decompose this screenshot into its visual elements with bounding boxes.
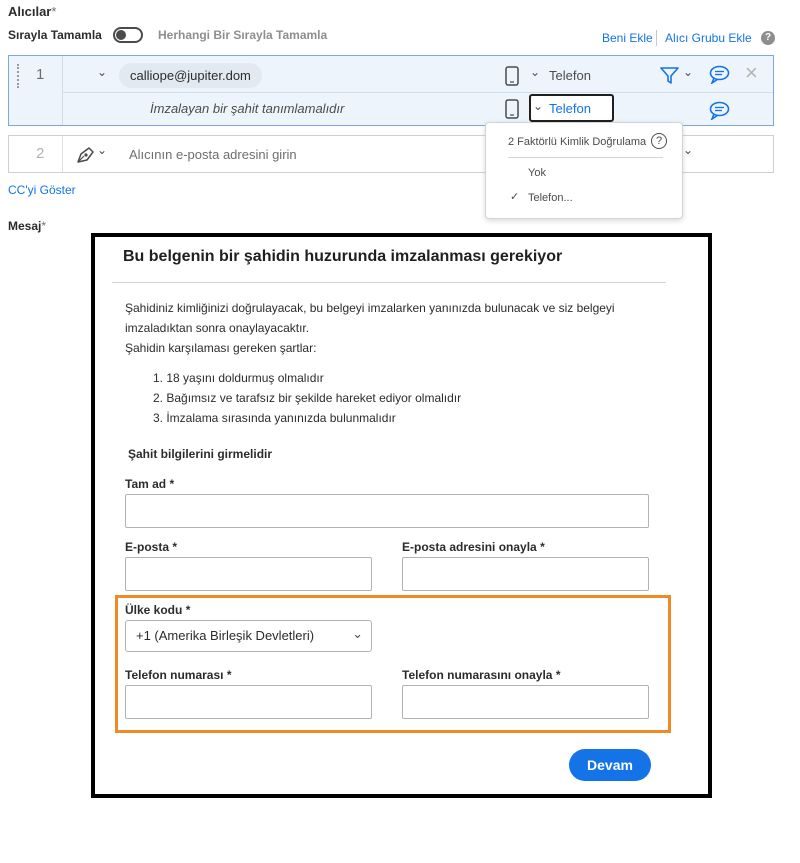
menu-divider (508, 157, 663, 158)
role-chevron-icon[interactable]: ⌄ (97, 143, 108, 157)
country-code-select[interactable] (125, 620, 372, 652)
recipient-row-1 (8, 55, 774, 126)
witness-auth-label: Telefon (549, 101, 591, 116)
recipient-email-chip[interactable]: calliope@jupiter.dom (119, 63, 262, 88)
message-icon[interactable] (709, 65, 730, 84)
full-name-label-text: Tam ad (125, 477, 167, 491)
continue-button[interactable]: Devam (569, 749, 651, 781)
list-item: 1. 18 yaşını doldurmuş olmalıdır (153, 371, 324, 385)
list-item: 2. Bağımsız ve tarafsız bir şekilde hareket ediyor olmalıdır (153, 391, 462, 405)
email-input[interactable] (125, 557, 372, 591)
show-cc-link[interactable]: CC'yi Göster (8, 183, 76, 197)
requirement-text: İmzalama sırasında yanınızda bulunmalıdır (166, 411, 396, 425)
title-divider (112, 282, 666, 283)
add-me-link[interactable]: Beni Ekle (602, 31, 653, 45)
witness-auth-chevron-icon: ⌄ (533, 99, 544, 113)
dialog-title: Bu belgenin bir şahidin huzurunda imzalanması gerekiyor (123, 248, 563, 265)
phone-label-text: Telefon numarası (125, 668, 224, 682)
chevron-down-icon: ⌄ (352, 626, 363, 641)
add-group-link[interactable]: Alıcı Grubu Ekle (665, 31, 752, 45)
confirm-email-label (402, 540, 545, 554)
full-name-label (125, 477, 174, 491)
witness-dialog (91, 233, 712, 798)
auth-chevron-icon[interactable]: ⌄ (530, 65, 541, 79)
required-mark: * (172, 540, 178, 554)
section-title: Şahit bilgilerini girmelidir (128, 447, 273, 461)
auth-dropdown-title: 2 Faktörlü Kimlik Doğrulama (508, 136, 647, 148)
message-label (8, 219, 46, 233)
auth-option-phone[interactable]: Telefon... (528, 192, 573, 204)
intro-text (125, 298, 685, 358)
any-order-label: Herhangi Bir Sırayla Tamamla (158, 28, 328, 42)
row-divider (63, 92, 773, 93)
link-divider (656, 30, 657, 46)
witness-phone-icon (505, 99, 519, 119)
phone-input[interactable] (125, 685, 372, 719)
auth-option-none[interactable]: Yok (528, 167, 546, 179)
role-chevron-icon[interactable]: ⌄ (97, 65, 108, 79)
required-mark: * (41, 219, 47, 233)
list-item: 3. İmzalama sırasında yanınızda bulunmalıdır (153, 411, 396, 425)
requirement-text: Bağımsız ve tarafsız bir şekilde hareket ediyor olmalıdır (166, 391, 462, 405)
recipient-email-input[interactable]: Alıcının e-posta adresini girin (129, 147, 297, 162)
confirm-email-label-text: E-posta adresini onayla (402, 540, 537, 554)
phone-label (125, 668, 231, 682)
email-label-text: E-posta (125, 540, 170, 554)
order-toggle[interactable] (113, 27, 143, 43)
sequential-label: Sırayla Tamamla (8, 28, 102, 42)
help-icon[interactable]: ? (761, 31, 775, 45)
filter-chevron-icon[interactable]: ⌄ (683, 65, 694, 79)
witness-requirement-text: İmzalayan bir şahit tanımlamalıdır (150, 101, 345, 116)
intro-line-1: Şahidiniz kimliğinizi doğrulayacak, bu belgeyi imzalarken yanınızda bulunacak ve siz belgeyi (125, 301, 615, 315)
signer-pen-icon[interactable] (75, 143, 97, 165)
requirements-label: Şahidin karşılaması gereken şartlar: (125, 341, 317, 355)
auth-method-label[interactable]: Telefon (549, 68, 591, 83)
recipients-heading-text: Alıcılar (8, 4, 52, 19)
recipients-heading (8, 4, 56, 19)
required-mark: * (185, 603, 191, 617)
message-label-text: Mesaj (8, 219, 42, 233)
confirm-email-input[interactable] (402, 557, 649, 591)
auth-help-icon[interactable]: ? (651, 133, 667, 149)
required-mark: * (169, 477, 175, 491)
witness-auth-select[interactable] (529, 94, 614, 122)
country-code-label (125, 603, 190, 617)
required-mark: * (51, 4, 57, 19)
witness-message-icon[interactable] (709, 101, 730, 120)
email-label (125, 540, 177, 554)
requirements-list (153, 368, 653, 428)
required-mark: * (226, 668, 232, 682)
toggle-knob (116, 30, 126, 40)
phone-icon (505, 66, 519, 86)
close-icon[interactable]: × (745, 60, 758, 85)
requirement-text: 18 yaşını doldurmuş olmalıdır (166, 371, 324, 385)
checkmark-icon: ✓ (510, 191, 520, 203)
confirm-phone-label (402, 668, 561, 682)
country-code-label-text: Ülke kodu (125, 603, 183, 617)
confirm-phone-label-text: Telefon numarasını onayla (402, 668, 553, 682)
full-name-input[interactable] (125, 494, 649, 528)
country-code-value: +1 (Amerika Birleşik Devletleri) (136, 628, 315, 643)
filter-icon[interactable] (660, 67, 679, 84)
required-mark: * (540, 540, 545, 554)
row-index: 2 (36, 145, 45, 162)
auth-dropdown-menu (485, 122, 683, 219)
row-index: 1 (36, 66, 45, 83)
row2-chevron-icon[interactable]: ⌄ (683, 143, 694, 157)
confirm-phone-input[interactable] (402, 685, 649, 719)
intro-line-2: imzaladıktan sonra onaylayacaktır. (125, 321, 310, 335)
required-mark: * (555, 668, 561, 682)
